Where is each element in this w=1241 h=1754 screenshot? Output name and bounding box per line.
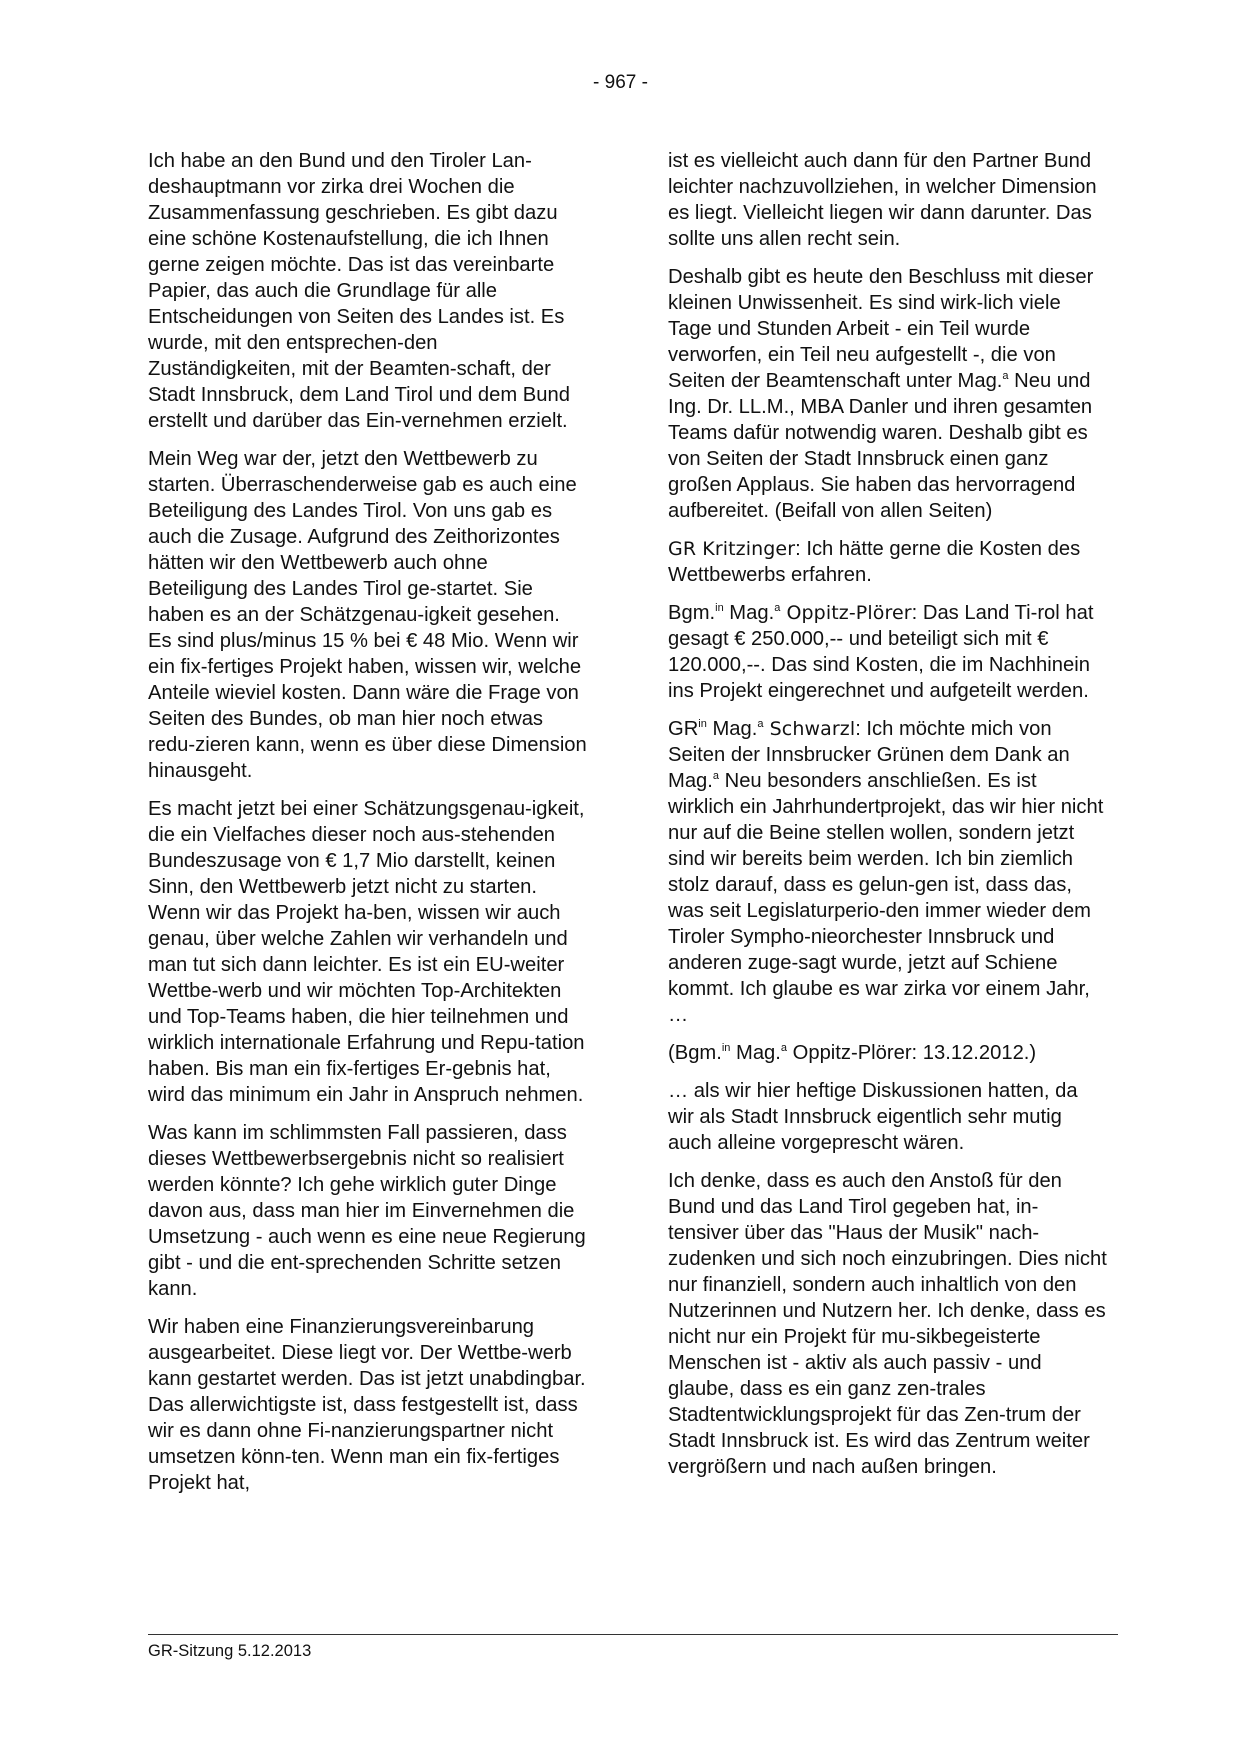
paragraph: … als wir hier heftige Diskussionen hatten, da wir als Stadt Innsbruck eigentlich sehr mutig auch alleine vorgeprescht wären. [668,1080,1078,1154]
paragraph: Was kann im schlimmsten Fall passieren, dass dieses Wettbewerbsergebnis nicht so realisiert werden könnte? Ich gehe wirklich guter Dinge davon aus, dass man hier im Einvernehmen die Umsetzung - auch wenn es eine neue Regierung gibt - und die ent-sprechenden Schritte setzen kann. [148,1122,586,1300]
footer-session-date: GR-Sitzung 5.12.2013 [148,1642,312,1660]
interjection: (Bgm.$^{in}$ Mag.$^a$ Oppitz-Plörer: 13.12.2012.) [668,1042,1037,1064]
paragraph: Ich denke, dass es auch den Anstoß für den Bund und das Land Tirol gegeben hat, in-tensiver über das "Haus der Musik" nach-zudenken und sich noch einzubringen. Dies nicht nur finanziell, sondern auch inhaltlich von den Nutzerinnen und Nutzern her. Ich denke, dass es nicht nur ein Projekt für mu-sikbegeisterte Menschen ist - aktiv als auch passiv - und glaube, dass es ein ganz zen-trales Stadtentwicklungsprojekt für das Zen-trum der Stadt Innsbruck ist. Es wird das Zentrum weiter vergrößern und nach außen bringen. [668,1170,1107,1478]
left-column [148,148,588,1508]
right-column [668,148,1108,1492]
paragraph: ist es vielleicht auch dann für den Partner Bund leichter nachzuvollziehen, in welcher Dimension es liegt. Vielleicht liegen wir dann darunter. Das sollte uns allen recht sein. [668,150,1097,250]
speaker-name: Oppitz-Plörer [780,602,912,624]
paragraph: Mein Weg war der, jetzt den Wettbewerb zu starten. Überraschenderweise gab es auch eine Beteiligung des Landes Tirol. Von uns gab es auch die Zusage. Aufgrund des Zeithorizontes hätten wir den Wettbewerb auch ohne Beteiligung des Landes Tirol ge-startet. Sie haben es an der Schätzgenau-igkeit gesehen. Es sind plus/minus 15 % bei € 48 Mio. Wenn wir ein fix-fertiges Projekt haben, wissen wir, welche Anteile wieviel kosten. Dann wäre die Frage von Seiten des Bundes, ob man hier noch etwas redu-zieren kann, wenn es über diese Dimension hinausgeht. [148,448,587,782]
speaker-paragraph: GR Kritzinger: Ich hätte gerne die Kosten des Wettbewerbs erfahren. [668,538,1081,586]
paragraph: Wir haben eine Finanzierungsvereinbarung ausgearbeitet. Diese liegt vor. Der Wettbe-werb kann gestartet werden. Das ist jetzt unabdingbar. Das allerwichtigste ist, dass festgestellt ist, dass wir es dann ohne Fi-nanzierungspartner nicht umsetzen könn-ten. Wenn man ein fix-fertiges Projekt hat, [148,1316,586,1494]
speaker-name: GR Kritzinger [668,538,796,560]
paragraph: Es macht jetzt bei einer Schätzungsgenau-igkeit, die ein Vielfaches dieser noch aus-stehenden Bundeszusage von € 1,7 Mio darstellt, keinen Sinn, den Wettbewerb jetzt nicht zu starten. Wenn wir das Projekt ha-ben, wissen wir auch genau, über welche Zahlen wir verhandeln und man tut sich dann leichter. Es ist ein EU-weiter Wettbe-werb und wir möchten Top-Architekten und Top-Teams haben, die hier teilnehmen und wirklich internationale Erfahrung und Repu-tation haben. Bis man ein fix-fertiges Er-gebnis hat, wird das minimum ein Jahr in Anspruch nehmen. [148,798,585,1106]
paragraph: Deshalb gibt es heute den Beschluss mit dieser kleinen Unwissenheit. Es sind wirk-lich viele Tage und Stunden Arbeit - ein Teil wurde verworfen, ein Teil neu aufgestellt -, die von Seiten der Beamtenschaft unter Mag.$^a$ Neu und Ing. Dr. LL.M., MBA Danler und ihren gesamten Teams dafür notwendig waren. Deshalb gibt es von Seiten der Stadt Innsbruck einen ganz großen Applaus. Sie haben das hervorragend aufbereitet. (Beifall von allen Seiten) [668,266,1094,522]
speaker-name: Schwarzl [763,718,856,740]
speaker-paragraph: Bgm.$^{in}$ Mag.$^a$ Oppitz-Plörer: Das Land Ti-rol hat gesagt € 250.000,-- und beteiligt sich mit € 120.000,--. Das sind Kosten, die im Nachhinein ins Projekt eingerechnet und aufgeteilt werden. [668,602,1094,702]
paragraph: Ich habe an den Bund und den Tiroler Lan-deshauptmann vor zirka drei Wochen die Zusammenfassung geschrieben. Es gibt dazu eine schöne Kostenaufstellung, die ich Ihnen gerne zeigen möchte. Das ist das vereinbarte Papier, das auch die Grundlage für alle Entscheidungen von Seiten des Landes ist. Es wurde, mit den entsprechen-den Zuständigkeiten, mit der Beamten-schaft, der Stadt Innsbruck, dem Land Tirol und dem Bund erstellt und darüber das Ein-vernehmen erzielt. [148,150,570,432]
speaker-paragraph: $GR^{in}$ Mag.$^a$ Schwarzl: Ich möchte mich von Seiten der Innsbrucker Grünen dem Dank an Mag.$^a$ Neu besonders anschließen. Es ist wirklich ein Jahrhundertprojekt, das wir hier nicht nur auf die Beine stellen wollen, sondern jetzt sind wir bereits beim werden. Ich bin ziemlich stolz darauf, dass es gelun-gen ist, dass das, was seit Legislaturperio-den immer wieder dem Tiroler Sympho-nieorchester Innsbruck und anderen zuge-sagt wurde, jetzt auf Schiene kommt. Ich glaube es war zirka vor einem Jahr, … [668,718,1104,1026]
footer-divider [148,1634,1118,1635]
page-number: - 967 - [593,72,648,93]
